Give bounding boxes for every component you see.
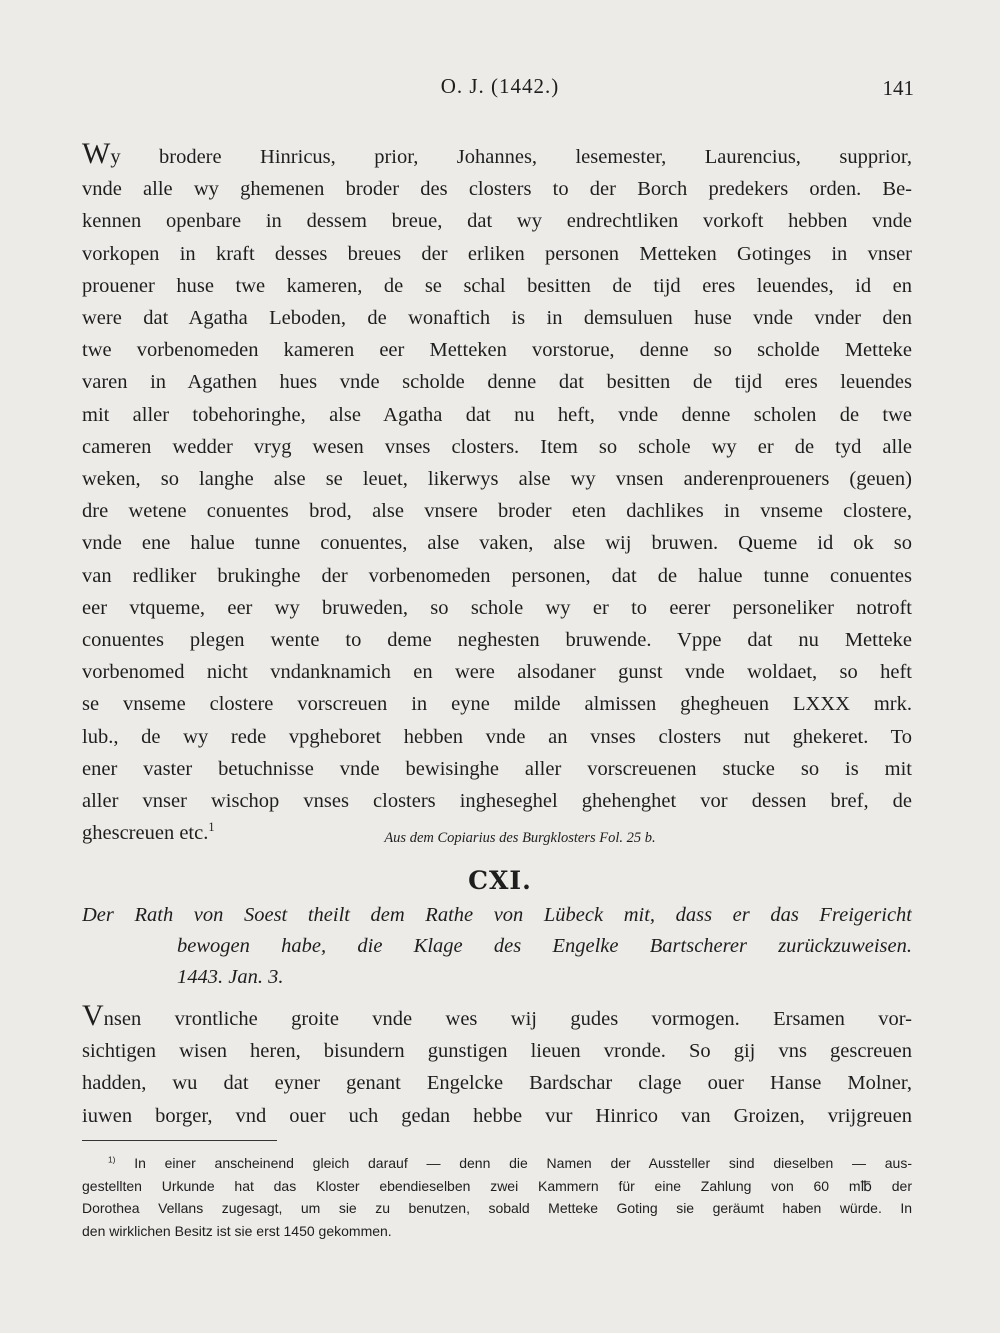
text-line: were dat Agatha Leboden, de wonaftich is in demsuluen huse vnde vnder den	[82, 307, 912, 330]
charter-text-paragraph	[82, 138, 912, 849]
footnote	[82, 1152, 912, 1242]
regest-line: 1443. Jan. 3.	[177, 966, 284, 988]
text-line: se vnseme clostere vorscreuen in eyne milde almissen ghegheuen LXXX mrk.	[82, 693, 912, 716]
text-line: eer vtqueme, eer wy bruweden, so schole wy er to eerer personeliker notroft	[82, 596, 912, 619]
text-line: vorbenomed nicht vndanknamich en were alsodaner gunst vnde woldaet, so heft	[82, 661, 912, 684]
text-line: Wy brodere Hinricus, prior, Johannes, lesemester, Laurencius, supprior,	[82, 138, 912, 170]
text-line: iuwen borger, vnd ouer uch gedan hebbe vur Hinrico van Groizen, vrijgreuen	[82, 1104, 912, 1127]
regest-line: bewogen habe, die Klage des Engelke Bartscherer zurückzuweisen.	[177, 935, 912, 957]
text-line: varen in Agathen hues vnde scholde denne dat besitten de tijd eres leuendes	[82, 371, 912, 394]
regest-line: Der Rath von Soest theilt dem Rathe von Lübeck mit, dass er das Freigericht	[82, 904, 912, 926]
text-line: vnde alle wy ghemenen broder des closters to der Borch predekers orden. Be-	[82, 178, 912, 201]
text-line: sichtigen wisen heren, bisundern gunstigen lieuen vronde. So gij vns gescreuen	[82, 1040, 912, 1063]
text-line: vnde ene halue tunne conuentes, alse vaken, alse wij bruwen. Queme id ok so	[82, 532, 912, 555]
text-line: ener vaster betuchnisse vnde bewisinghe aller vorscreuenen stucke so is mit	[82, 757, 912, 780]
footnote-divider	[82, 1140, 277, 1141]
source-citation: Aus dem Copiarius des Burgklosters Fol. 25 b.	[384, 830, 656, 846]
text-line: twe vorbenomeden kameren eer Metteken vorstorue, denne so scholde Metteke	[82, 339, 912, 362]
document-number: CXI.	[468, 866, 532, 895]
text-line: dre wetene conuentes brod, alse vnsere broder eten dachlikes in vnseme clostere,	[82, 500, 912, 523]
text-line: weken, so langhe alse se leuet, likerwys alse wy vnsen anderenproueners (geuen)	[82, 468, 912, 491]
running-header	[0, 74, 1000, 104]
text-line: mit aller tobehoringhe, alse Agatha dat nu heft, vnde denne scholen de twe	[82, 403, 912, 426]
text-line: Vnsen vrontliche groite vnde wes wij gudes vormogen. Ersamen vor-	[82, 1000, 912, 1032]
footnote-line: den wirklichen Besitz ist sie erst 1450 gekommen.	[82, 1222, 392, 1239]
running-title: O. J. (1442.)	[440, 74, 560, 98]
text-line: lub., de wy rede vpgheboret hebben vnde an vnses closters nut ghekeret. To	[82, 725, 912, 748]
footnote-line: $^{1)}$ In einer anscheinend gleich darauf — denn die Namen der Aussteller sind dieselben — aus-	[108, 1154, 912, 1171]
footnote-line: gestellten Urkunde hat das Kloster ebendieselben zwei Kammern für eine Zahlung von 60 m℔ der	[82, 1177, 912, 1194]
regest-summary	[82, 900, 912, 993]
letter-text-paragraph	[82, 1000, 912, 1132]
page-number: 141	[882, 76, 914, 100]
text-line: kennen openbare in dessem breue, dat wy endrechtliken vorkoft hebben vnde	[82, 210, 912, 233]
text-line: hadden, wu dat eyner genant Engelcke Bardschar clage ouer Hanse Molner,	[82, 1072, 912, 1095]
text-line: ghescreuen etc.$^1$	[82, 820, 215, 845]
footnote-marker: 1	[208, 820, 215, 835]
footnote-number: 1)	[108, 1154, 116, 1165]
text-line: conuentes plegen wente to deme neghesten bruwende. Vppe dat nu Metteke	[82, 629, 912, 652]
text-line: aller vnser wischop vnses closters ingheseghel ghehenghet vor dessen bref, de	[82, 790, 912, 813]
text-line: van redliker brukinghe der vorbenomeden personen, dat de halue tunne conuentes	[82, 564, 912, 587]
text-line: vorkopen in kraft desses breues der erliken personen Metteken Gotinges in vnser	[82, 242, 912, 265]
initial-letter: V	[82, 1000, 104, 1032]
initial-letter: W	[82, 138, 111, 170]
footnote-line: Dorothea Vellans zugesagt, um sie zu benutzen, sobald Metteke Goting sie geräumt haben würde. In	[82, 1200, 912, 1216]
text-line: cameren wedder vryg wesen vnses closters. Item so schole wy er de tyd alle	[82, 435, 912, 458]
text-line: prouener huse twe kameren, de se schal besitten de tijd eres leuendes, id en	[82, 274, 912, 297]
